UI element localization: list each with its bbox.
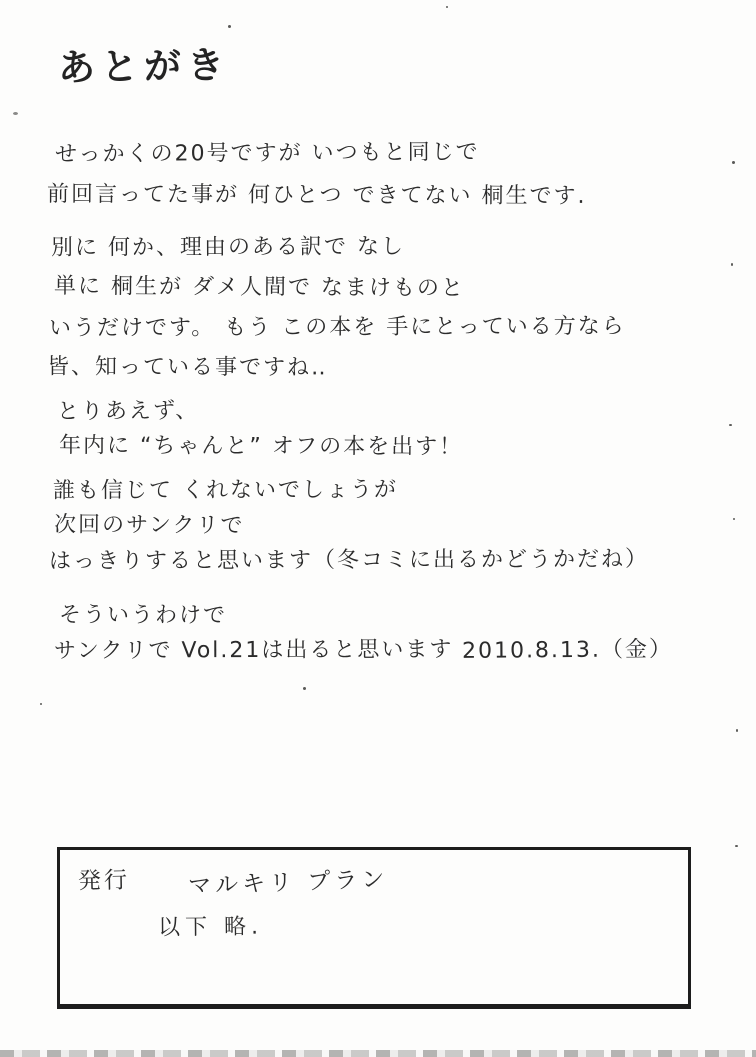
handwritten-line: サンクリで Vol.21は出ると思います (53, 637, 454, 664)
scan-speck (303, 687, 306, 690)
handwritten-line: 皆、知っている事ですね‥ (46, 354, 328, 381)
scan-speck (729, 424, 732, 426)
handwritten-line: 別に 何か、理由のある訳で なし (50, 234, 406, 261)
scan-speck (733, 518, 735, 520)
scan-speck (736, 729, 738, 732)
handwritten-line: 年内に “ちゃんと” オフの本を出す！ (58, 433, 464, 460)
page-title: あとがき (57, 43, 231, 90)
scan-edge-artifact (0, 1050, 756, 1057)
colophon-publisher: マルキリ プラン (187, 866, 389, 900)
scan-speck (731, 263, 733, 266)
scan-speck (446, 6, 448, 8)
colophon-box (57, 847, 691, 1009)
handwritten-line: 次回のサンクリで (53, 512, 245, 539)
scan-speck (228, 25, 231, 28)
handwritten-line: とりあえず、 (56, 398, 200, 425)
handwritten-line: せっかくの20号ですが いつもと同じで (54, 139, 480, 168)
handwritten-line: 前回言ってた事が 何ひとつ できてない 桐生です. (46, 182, 587, 209)
handwritten-line: いうだけです。 もう この本を 手にとっている方なら (48, 313, 626, 342)
handwritten-line: はっきりすると思います（冬コミに出るかどうかだね） (48, 546, 650, 575)
handwritten-line: 誰も信じて くれないでしょうが (52, 477, 399, 504)
scan-speck (732, 161, 735, 164)
scan-speck (735, 845, 738, 847)
colophon-note: 以下 略. (157, 914, 264, 941)
scan-speck (40, 703, 42, 705)
colophon-label: 発行 (77, 867, 131, 895)
handwritten-line: そういうわけで (58, 602, 228, 629)
handwritten-line: 単に 桐生が ダメ人間で なまけものと (53, 273, 466, 302)
handwritten-date: 2010.8.13.（金） (461, 637, 674, 664)
scan-speck (13, 112, 18, 115)
